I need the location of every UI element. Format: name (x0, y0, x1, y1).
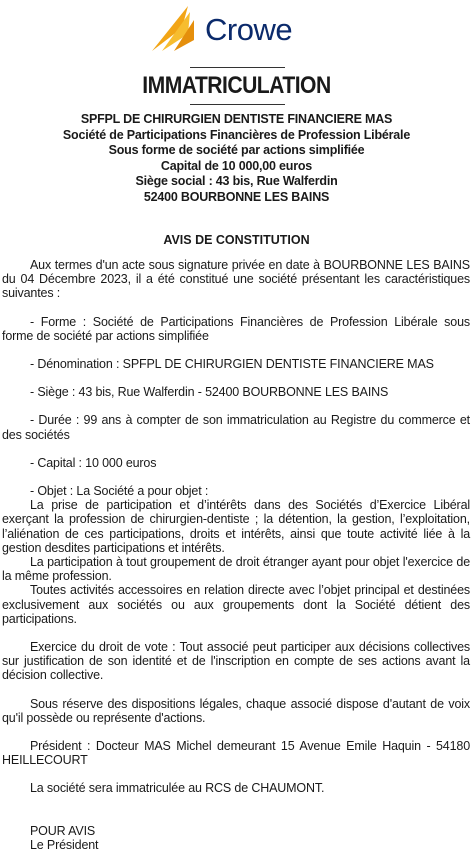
header-line-capital: Capital de 10 000,00 euros (160, 158, 313, 173)
paragraph-duree: - Durée : 99 ans à compter de son immatriculation au Registre du commerce et des sociétés (2, 413, 470, 442)
paragraph-siege: - Siège : 43 bis, Rue Walferdin - 52400 BOURBONNE LES BAINS (30, 385, 389, 400)
paragraph-intro: Aux termes d'un acte sous signature privée en date à BOURBONNE LES BAINS du 04 Décembre 2023, il a été constitué une société présentant les caractéristiques suivantes : (2, 258, 470, 301)
header-line-company-type: Société de Participations Financières de Profession Libérale (62, 127, 411, 142)
header-line-company-name: SPFPL DE CHIRURGIEN DENTISTE FINANCIERE MAS (80, 112, 393, 126)
paragraph-president: Président : Docteur MAS Michel demeurant 15 Avenue Emile Haquin - 54180 HEILLECOURT (2, 739, 470, 768)
paragraph-vote: Exercice du droit de vote : Tout associé peut participer aux décisions collectives sur justification de son identité et de l'inscription en compte de ses actions avant la décision collective. (2, 640, 470, 683)
notice-body (2, 258, 470, 852)
page-title: IMMATRICULATION (142, 72, 331, 99)
paragraph-objet-2: La participation à tout groupement de droit étranger ayant pour objet l'exercice de la même profession. (2, 555, 470, 584)
paragraph-denomination: - Dénomination : SPFPL DE CHIRURGIEN DENTISTE FINANCIERE MAS (30, 357, 434, 372)
signature-le-president: Le Président (30, 837, 99, 852)
paragraph-objet-label: - Objet : La Société a pour objet : (30, 484, 209, 499)
header-line-legal-form: Sous forme de société par actions simplifiée (108, 143, 365, 158)
paragraph-rcs: La société sera immatriculée au RCS de CHAUMONT. (30, 781, 325, 796)
header-line-city: 52400 BOURBONNE LES BAINS (143, 189, 330, 204)
logo-text: Crowe (205, 12, 293, 47)
paragraph-objet-1: La prise de participation et d’intérêts dans des Sociétés d’Exercice Libéral exerçant la profession de chirurgien-dentiste ; la détention, la gestion, l’exploitation, l’aliénation de ces participations, droits et intérêts, ainsi que toute activité liée à la gestion desdites participations et intérêts. (2, 498, 470, 555)
paragraph-reserve: Sous réserve des dispositions légales, chaque associé dispose d'autant de voix qu'il possède ou représente d'actions. (2, 696, 470, 725)
header-line-siege: Siège social : 43 bis, Rue Walferdin (135, 174, 338, 189)
crowe-logo-icon (148, 4, 200, 52)
title-rule-top (190, 67, 285, 68)
company-header (0, 112, 473, 206)
paragraph-objet-3: Toutes activités accessoires en relation directe avec l’objet principal et destinées exclusivement aux sociétés ou aux groupements dont la Société détient des participations. (2, 583, 470, 626)
title-rule-bottom (190, 104, 285, 105)
signature-pour-avis: POUR AVIS (30, 823, 96, 838)
avis-title: AVIS DE CONSTITUTION (163, 233, 310, 247)
crowe-logo (148, 4, 328, 54)
paragraph-capital: - Capital : 10 000 euros (30, 455, 157, 470)
paragraph-forme: - Forme : Société de Participations Financières de Profession Libérale sous forme de société par actions simplifiée (2, 314, 470, 343)
